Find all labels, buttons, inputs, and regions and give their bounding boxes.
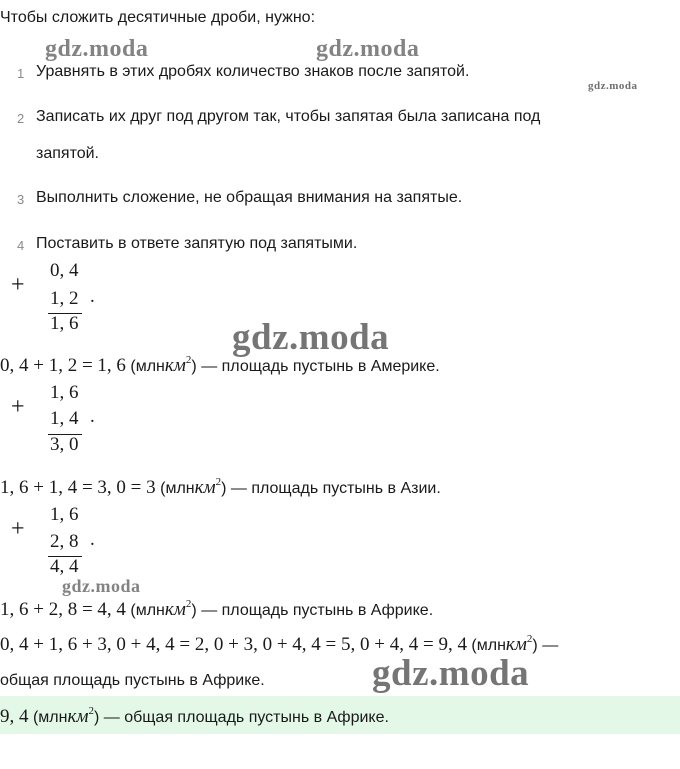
unit-suffix: ) (191, 358, 197, 375)
watermark-logo: gdz.moda (62, 576, 141, 596)
intro-text: Чтобы сложить десятичные дроби, нужно: (0, 9, 316, 26)
dash: — (542, 637, 559, 654)
step-text: Записать их друг под другом так, чтобы запятая была записана под (36, 108, 541, 125)
watermark-logo: gdz.moda (588, 80, 638, 92)
result-line (0, 354, 440, 377)
plus-sign: + (11, 272, 25, 298)
addend: 0, 4 (50, 260, 79, 281)
equation: 1, 6 + 2, 8 = 4, 4 (0, 599, 126, 620)
answer-line (0, 705, 389, 728)
result-text: — площадь пустынь в Америке. (201, 358, 440, 375)
answer-value: 9, 4 (0, 706, 29, 727)
equation: 0, 4 + 1, 2 = 1, 6 (0, 355, 126, 376)
step-text: Поставить в ответе запятую под запятыми. (36, 235, 358, 252)
addend: 2, 8 (50, 531, 79, 552)
step-number: 4 (17, 238, 25, 253)
watermark-logo: gdz.moda (316, 36, 420, 62)
unit-km: км (505, 634, 527, 655)
result-text: — площадь пустынь в Азии. (230, 480, 441, 497)
unit-km: км (164, 355, 186, 376)
step-number: 2 (17, 111, 25, 126)
watermark-logo: gdz.moda (372, 653, 530, 694)
addend: 1, 6 (50, 504, 79, 525)
unit-suffix: ) (93, 709, 100, 726)
result-line (0, 598, 433, 621)
period: . (90, 406, 95, 427)
addend: 1, 2 (50, 288, 79, 309)
addend: 1, 4 (50, 408, 79, 429)
equation: 1, 6 + 1, 4 = 3, 0 = 3 (0, 477, 156, 498)
unit-exponent: 2 (185, 598, 192, 610)
step-text: Уравнять в этих дробях количество знаков после запятой. (36, 63, 470, 80)
unit-exponent: 2 (185, 354, 192, 366)
watermark-logo: gdz.moda (45, 36, 149, 62)
step-number: 1 (17, 66, 25, 81)
total-text: общая площадь пустынь в Африке. (0, 672, 265, 689)
unit-prefix: (млн (130, 358, 165, 375)
sum: 3, 0 (50, 434, 79, 455)
unit-exponent: 2 (88, 705, 94, 717)
period: . (90, 529, 95, 550)
plus-sign: + (11, 516, 25, 542)
unit-exponent: 2 (215, 476, 222, 488)
unit-km: км (164, 599, 186, 620)
watermark-logo: gdz.moda (232, 317, 390, 358)
unit-suffix: ) (191, 602, 197, 619)
unit-exponent: 2 (526, 633, 533, 645)
unit-suffix: ) (221, 480, 227, 497)
unit-prefix: (млн (160, 480, 195, 497)
step-text: Выполнить сложение, не обращая внимания на запятые. (36, 189, 463, 206)
unit-prefix: (млн (130, 602, 165, 619)
equation: 0, 4 + 1, 6 + 3, 0 + 4, 4 = 2, 0 + 3, 0 + 4, 4 = 5, 0 + 4, 4 = 9, 4 (0, 634, 467, 655)
period: . (90, 286, 95, 307)
sum: 1, 6 (50, 313, 79, 334)
answer-text: — общая площадь пустынь в Африке. (103, 709, 389, 726)
unit-km: км (67, 706, 89, 727)
result-text: — площадь пустынь в Африке. (201, 602, 434, 619)
unit-km: км (194, 477, 216, 498)
step-number: 3 (17, 192, 25, 207)
addend: 1, 6 (50, 382, 79, 403)
unit-suffix: ) (532, 637, 538, 654)
unit-prefix: (млн (471, 637, 506, 654)
result-line (0, 476, 441, 499)
plus-sign: + (11, 394, 25, 420)
unit-prefix: (млн (32, 709, 68, 726)
total-equation (0, 633, 558, 656)
step-text: запятой. (36, 145, 99, 162)
sum: 4, 4 (50, 556, 79, 577)
